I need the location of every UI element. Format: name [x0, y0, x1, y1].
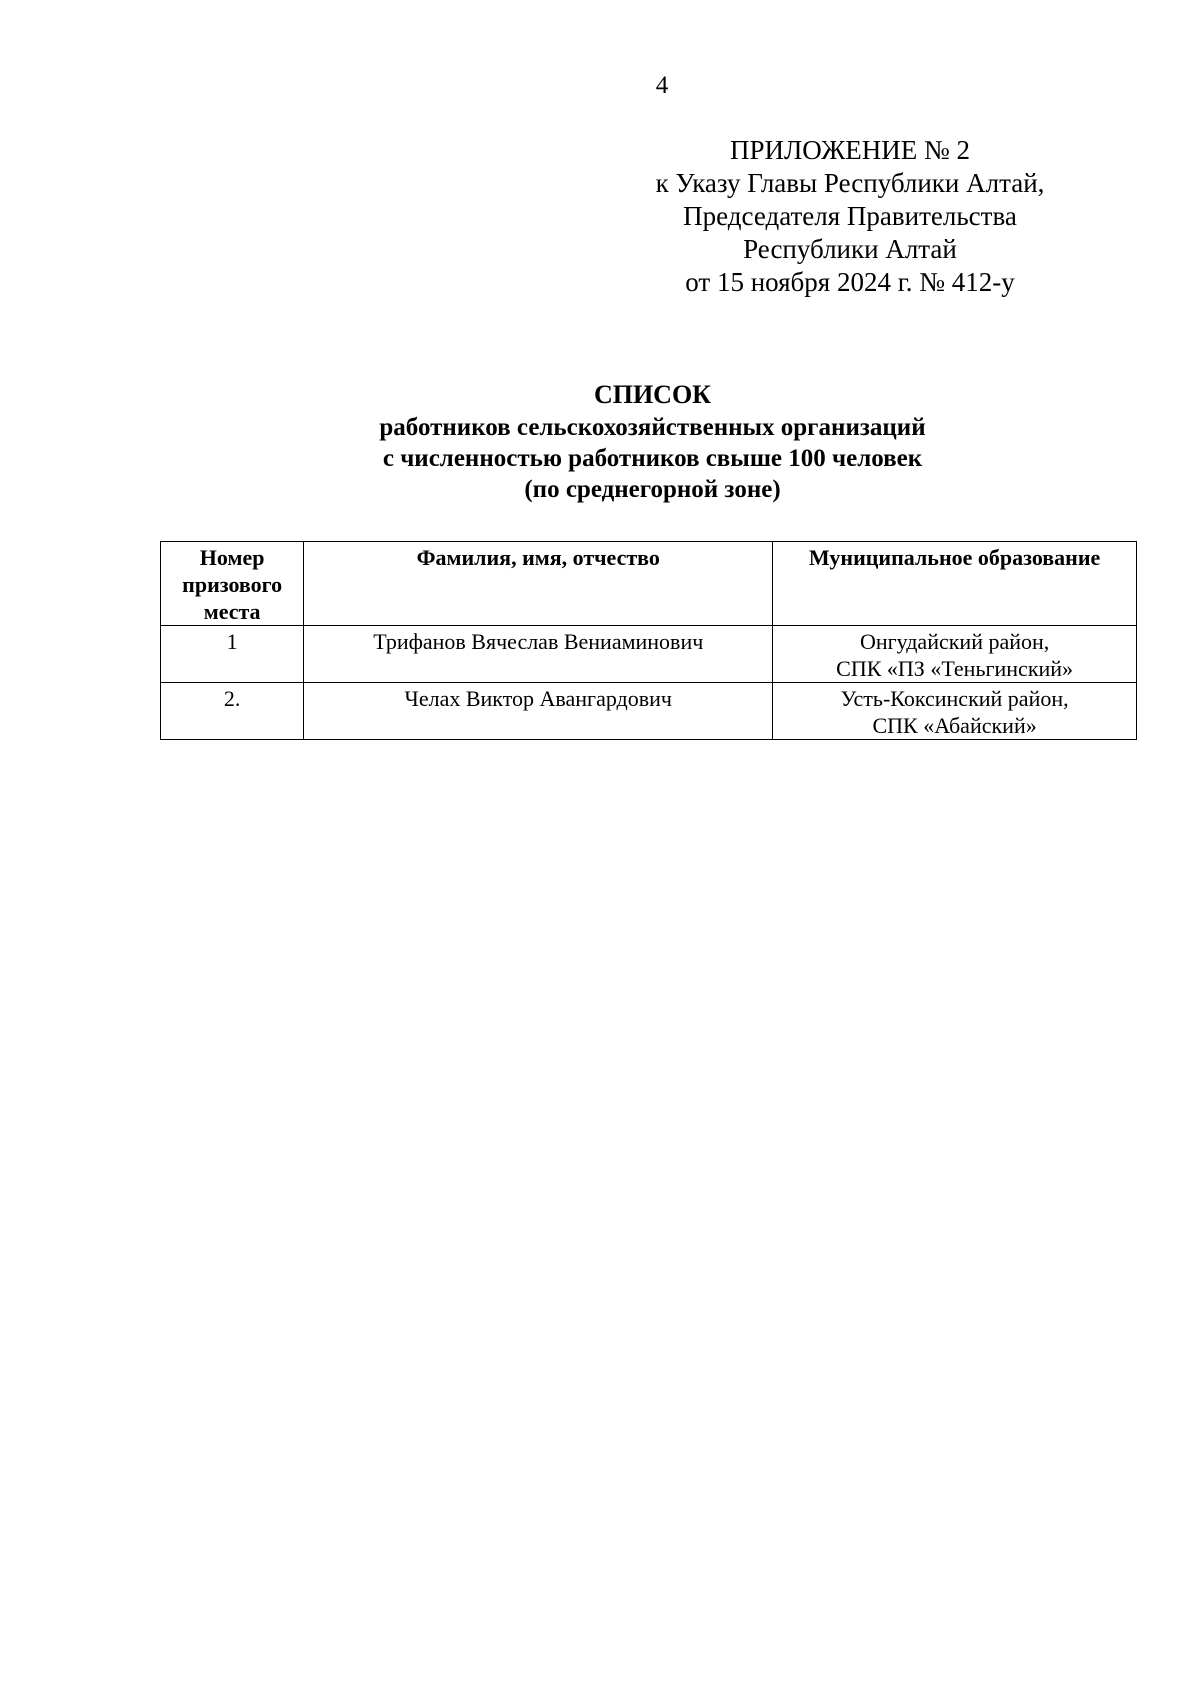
municipality-line: СПК «Абайский»	[872, 713, 1037, 738]
header-full-name: Фамилия, имя, отчество	[304, 542, 773, 626]
cell-place-number: 2.	[161, 683, 304, 740]
header-place-number	[161, 542, 304, 626]
title-line: работников сельскохозяйственных организаций	[379, 414, 926, 441]
appendix-header	[620, 134, 1080, 299]
title-main: СПИСОК	[593, 380, 712, 409]
municipality-line: Усть-Коксинский район,	[840, 686, 1069, 711]
municipality-line: Онгудайский район,	[859, 629, 1050, 654]
cell-full-name: Челах Виктор Авангардович	[304, 683, 773, 740]
table-row	[161, 626, 1137, 683]
table-header-row	[161, 542, 1137, 626]
header-line: Номер	[199, 545, 265, 570]
appendix-line: к Указу Главы Республики Алтай,	[655, 168, 1045, 198]
table-row	[161, 683, 1137, 740]
winners-table	[160, 541, 1137, 740]
page-number: 4	[655, 72, 669, 99]
appendix-line: Председателя Правительства	[683, 201, 1017, 231]
municipality-line: СПК «ПЗ «Теньгинский»	[836, 656, 1074, 681]
appendix-line: ПРИЛОЖЕНИЕ № 2	[729, 135, 971, 165]
cell-place-number: 1	[161, 626, 304, 683]
cell-municipality	[773, 626, 1137, 683]
title-line: с численностью работников свыше 100 человек	[382, 445, 923, 472]
title-line: (по среднегорной зоне)	[524, 476, 781, 503]
appendix-line: Республики Алтай	[743, 234, 957, 264]
header-municipality: Муниципальное образование	[773, 542, 1137, 626]
appendix-line: от 15 ноября 2024 г. № 412-у	[685, 267, 1015, 297]
document-title	[160, 378, 1145, 505]
cell-full-name: Трифанов Вячеслав Вениаминович	[304, 626, 773, 683]
header-line: места	[203, 599, 261, 624]
cell-municipality	[773, 683, 1137, 740]
header-line: призового	[182, 572, 283, 597]
